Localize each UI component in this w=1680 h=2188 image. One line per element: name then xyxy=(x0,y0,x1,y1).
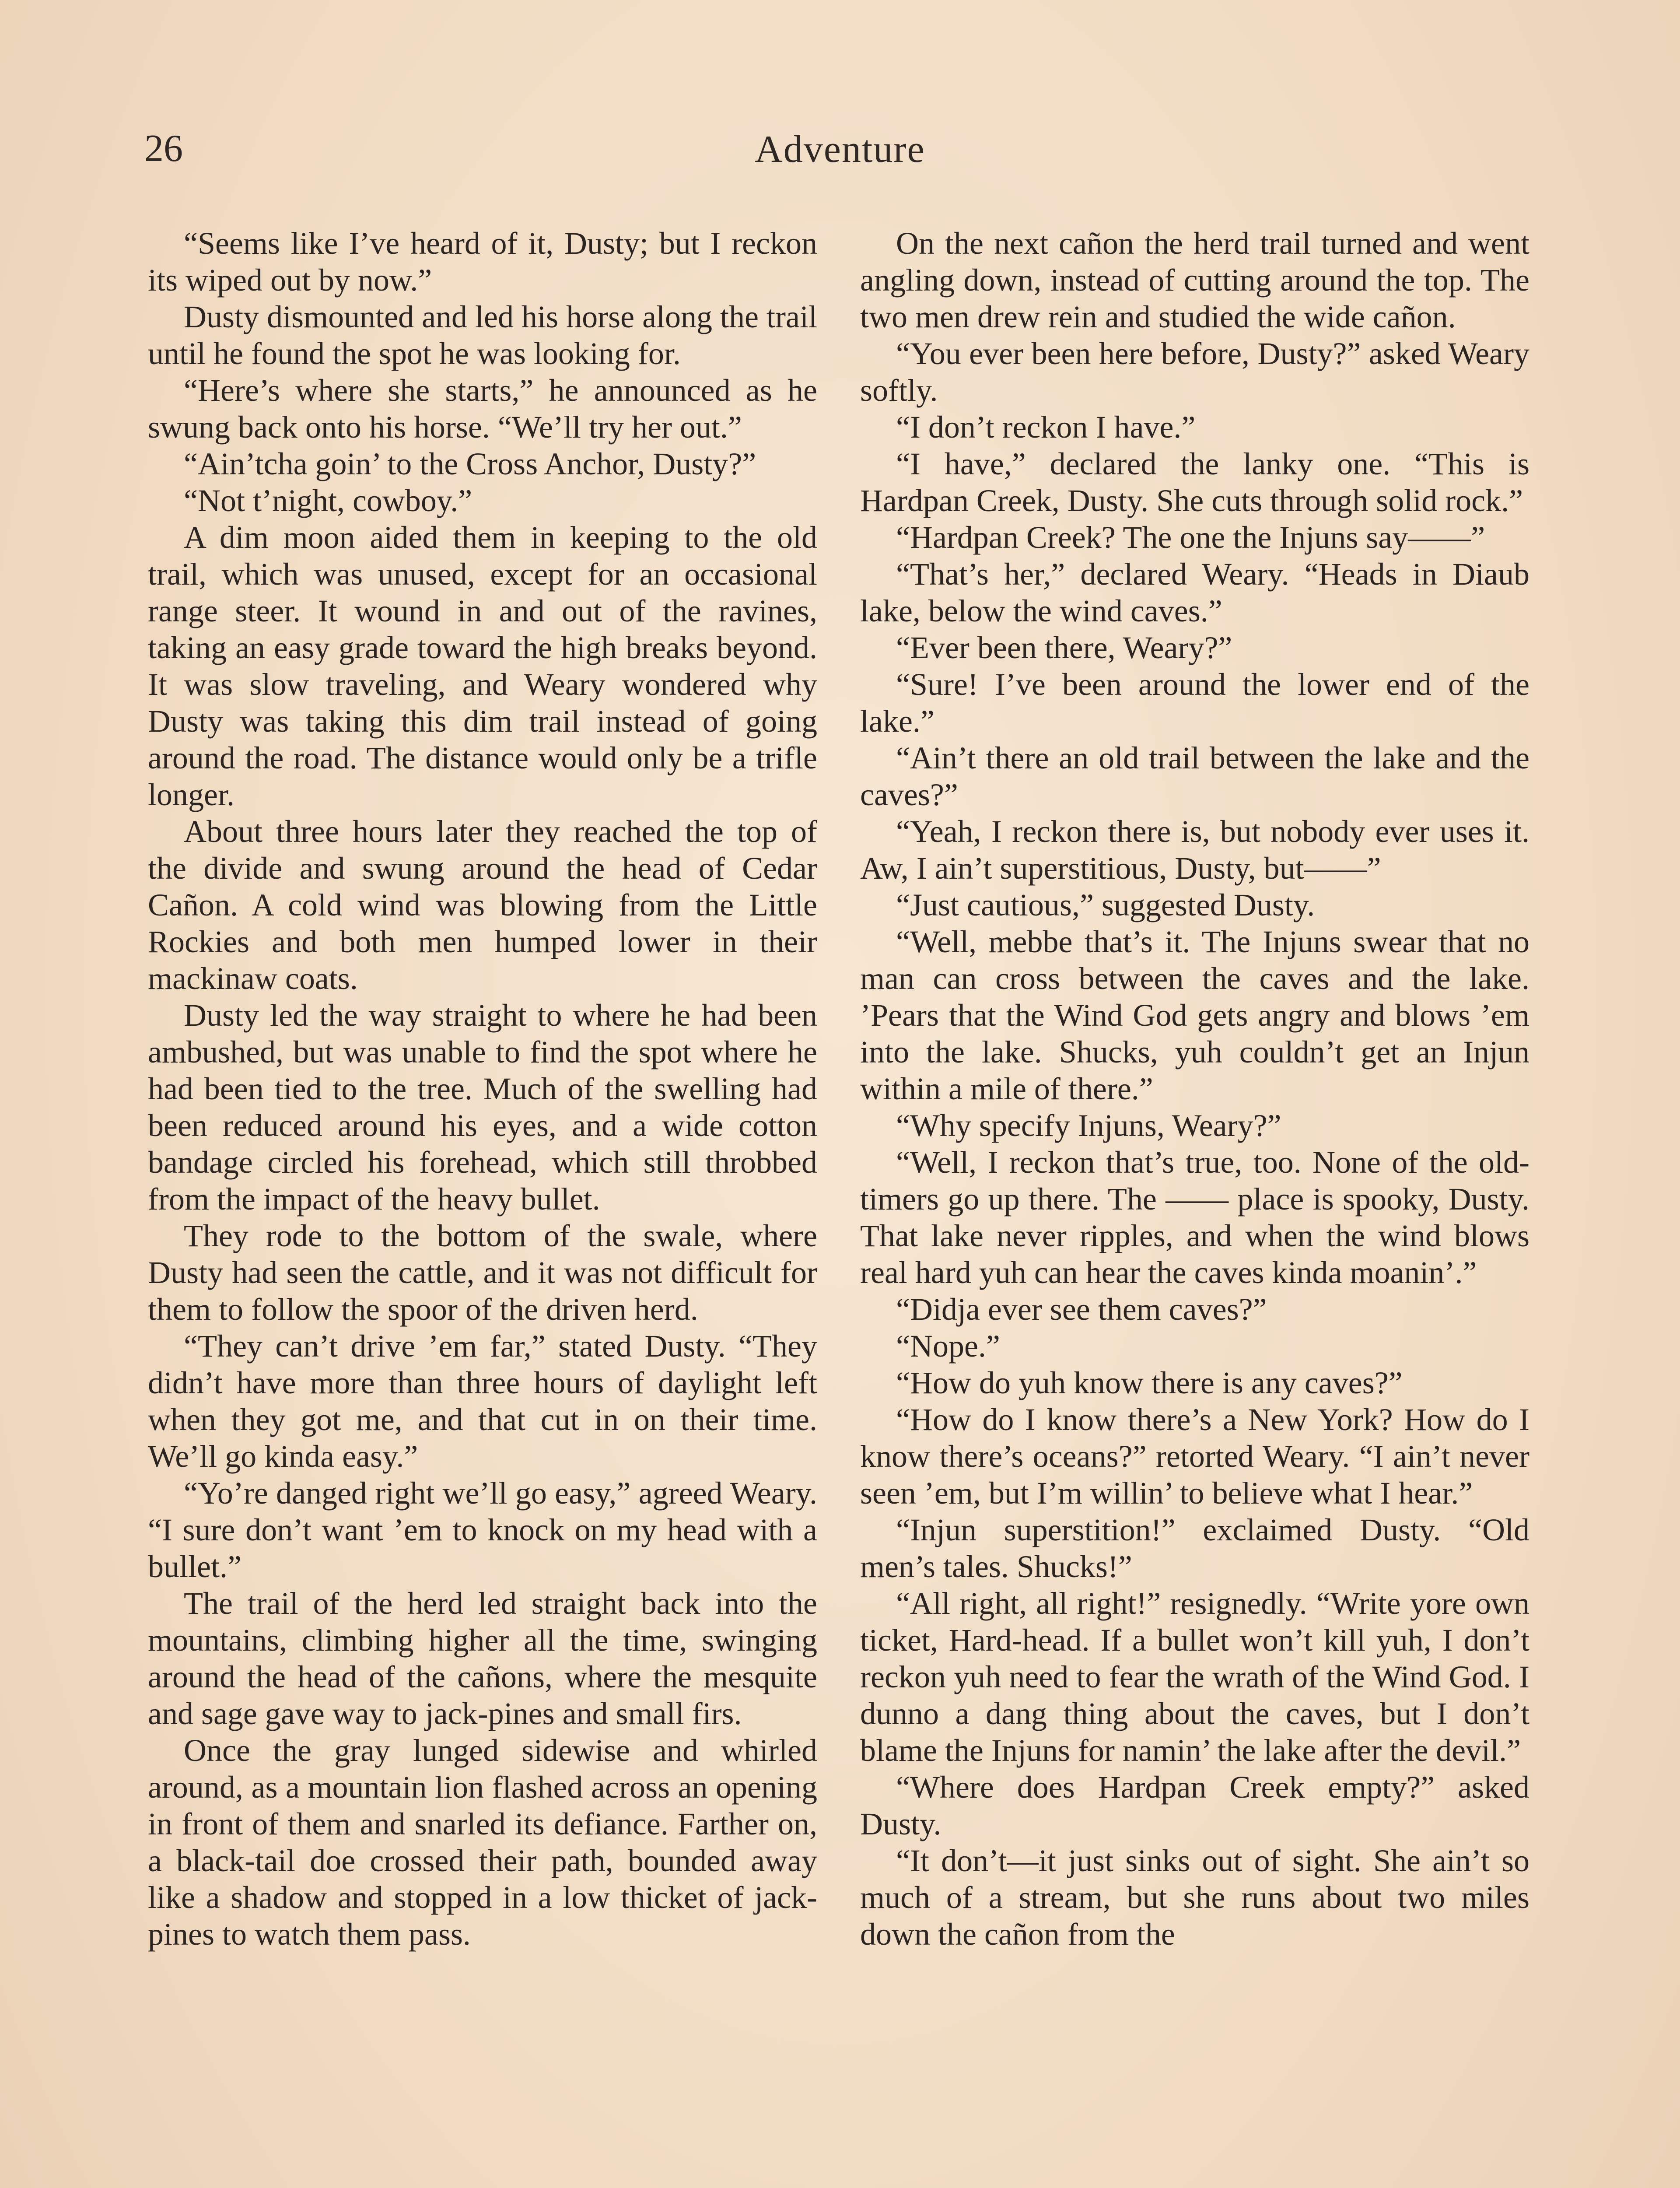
right-text-column xyxy=(860,225,1530,1953)
page-number: 26 xyxy=(144,127,183,170)
paragraph: “Well, I reckon that’s true, too. None of the old-timers go up there. The —— place is spooky, Dusty. That lake never ripples, and when the wind blows real hard yuh can hear the caves kinda moanin’.” xyxy=(860,1145,1530,1290)
paragraph: “You ever been here before, Dusty?” asked Weary softly. xyxy=(860,336,1530,408)
paragraph: They rode to the bottom of the swale, where Dusty had seen the cattle, and it was not difficult for them to follow the spoor of the driven herd. xyxy=(148,1218,817,1327)
paragraph: “Nope.” xyxy=(896,1329,1000,1364)
paragraph: “All right, all right!” resignedly. “Write yore own ticket, Hard-head. If a bullet won’t kill yuh, I don’t reckon yuh need to fear the wrath of the Wind God. I dunno a dang thing about the caves, but I don’t blame the Injuns for namin’ the lake after the devil.” xyxy=(860,1586,1530,1768)
paragraph: “Didja ever see them caves?” xyxy=(896,1292,1267,1327)
paragraph: The trail of the herd led straight back into the mountains, climbing higher all the time, swinging around the head of the cañons, where the mesquite and sage gave way to jack-pines and small firs. xyxy=(148,1586,817,1731)
paragraph: “I have,” declared the lanky one. “This is Hardpan Creek, Dusty. She cuts through solid rock.” xyxy=(860,446,1530,518)
paragraph: “Ain’tcha goin’ to the Cross Anchor, Dusty?” xyxy=(184,446,756,481)
paragraph: “Where does Hardpan Creek empty?” asked Dusty. xyxy=(860,1770,1530,1841)
paragraph: “Injun superstition!” exclaimed Dusty. “Old men’s tales. Shucks!” xyxy=(860,1512,1530,1584)
running-head: Adventure xyxy=(755,128,925,171)
paragraph: About three hours later they reached the top of the divide and swung around the head of Cedar Cañon. A cold wind was blowing from the Little Rockies and both men humped lower in their mackinaw coats. xyxy=(148,814,817,996)
paragraph: “Just cautious,” suggested Dusty. xyxy=(896,887,1315,922)
paragraph: A dim moon aided them in keeping to the old trail, which was unused, except for an occasional range steer. It wound in and out of the ravines, taking an easy grade toward the high breaks beyond. It was slow traveling, and Weary wondered why Dusty was taking this dim trail instead of going around the road. The distance would only be a trifle longer. xyxy=(148,520,817,812)
paragraph: “Yeah, I reckon there is, but nobody ever uses it. Aw, I ain’t superstitious, Dusty, but——” xyxy=(860,814,1530,886)
paragraph: “They can’t drive ’em far,” stated Dusty. “They didn’t have more than three hours of daylight left when they got me, and that cut in on their time. We’ll go kinda easy.” xyxy=(148,1329,817,1474)
paragraph: “Sure! I’ve been around the lower end of the lake.” xyxy=(860,667,1530,739)
paragraph: On the next cañon the herd trail turned and went angling down, instead of cutting around the top. The two men drew rein and studied the wide cañon. xyxy=(860,226,1530,334)
paragraph: “Not t’night, cowboy.” xyxy=(184,483,472,518)
paragraph: “Well, mebbe that’s it. The Injuns swear that no man can cross between the caves and the lake. ’Pears that the Wind God gets angry and blows ’em into the lake. Shucks, yuh couldn’t get an Injun within a mile of there.” xyxy=(860,924,1530,1106)
paragraph: “Seems like I’ve heard of it, Dusty; but I reckon its wiped out by now.” xyxy=(148,226,817,298)
paragraph: “Yo’re danged right we’ll go easy,” agreed Weary. “I sure don’t want ’em to knock on my head with a bullet.” xyxy=(148,1476,817,1584)
paragraph: Once the gray lunged sidewise and whirled around, as a mountain lion flashed across an opening in front of them and snarled its defiance. Farther on, a black-tail doe crossed their path, bounded away like a shadow and stopped in a low thicket of jack-pines to watch them pass. xyxy=(148,1733,817,1952)
paragraph: “Here’s where she starts,” he announced as he swung back onto his horse. “We’ll try her out.” xyxy=(148,373,817,445)
paragraph: “I don’t reckon I have.” xyxy=(896,410,1196,445)
left-text-column xyxy=(148,225,817,1953)
paragraph: “It don’t—it just sinks out of sight. She ain’t so much of a stream, but she runs about two miles down the cañon from the xyxy=(860,1843,1530,1952)
paragraph: “Ever been there, Weary?” xyxy=(896,630,1232,665)
paragraph: Dusty led the way straight to where he had been ambushed, but was unable to find the spot where he had been tied to the tree. Much of the swelling had been reduced around his eyes, and a wide cotton bandage circled his forehead, which still throbbed from the impact of the heavy bullet. xyxy=(148,998,817,1217)
paragraph: “How do I know there’s a New York? How do I know there’s oceans?” retorted Weary. “I ain’t never seen ’em, but I’m willin’ to believe what I hear.” xyxy=(860,1402,1530,1511)
paragraph: “Ain’t there an old trail between the lake and the caves?” xyxy=(860,740,1530,812)
paragraph: Dusty dismounted and led his horse along the trail until he found the spot he was looking for. xyxy=(148,299,817,371)
paragraph: “Why specify Injuns, Weary?” xyxy=(896,1108,1281,1143)
paragraph: “That’s her,” declared Weary. “Heads in Diaub lake, below the wind caves.” xyxy=(860,557,1530,628)
paragraph: “Hardpan Creek? The one the Injuns say——” xyxy=(896,520,1485,555)
paragraph: “How do yuh know there is any caves?” xyxy=(896,1365,1403,1400)
